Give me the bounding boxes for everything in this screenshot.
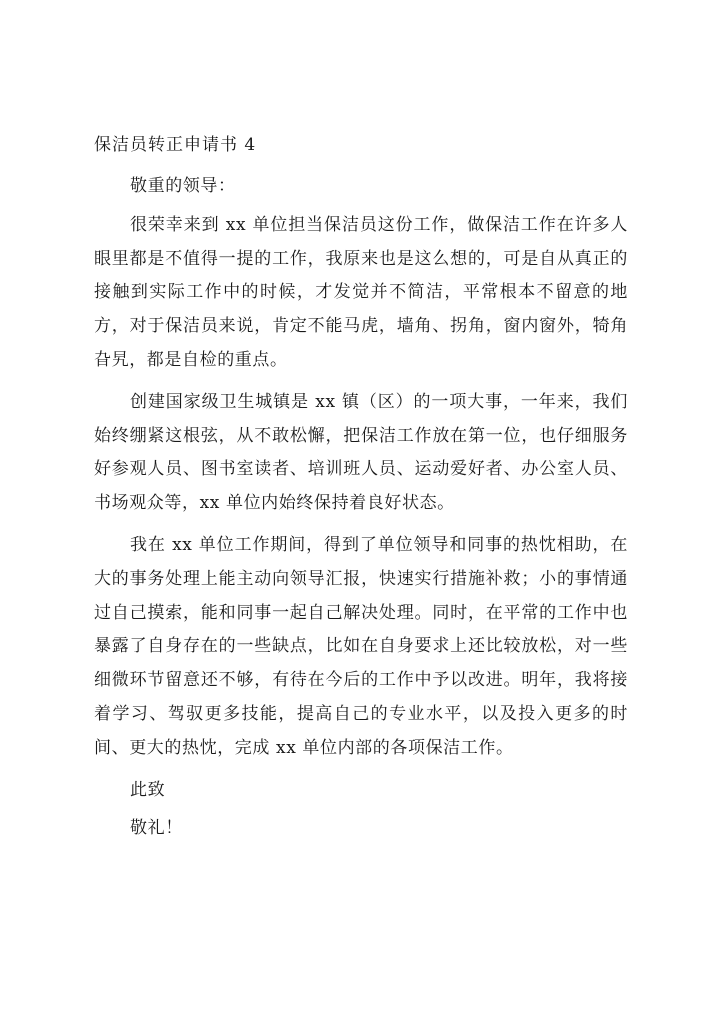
paragraph-1: 很荣幸来到 xx 单位担当保洁员这份工作，做保洁工作在许多人眼里都是不值得一提的工作，我原来也是这么想的，可是自从真正的接触到实际工作中的时候，才发觉并不简洁，平常根本不留意的地方，对于保洁员来说，肯定不能马虎，墙角、拐角，窗内窗外，犄角旮旯，都是自检的重点。: [94, 214, 628, 370]
closing-salute: 敬礼！: [130, 818, 183, 839]
document-body: [94, 170, 628, 851]
document-title: 保洁员转正申请书 4: [94, 135, 257, 155]
paragraph-3: 我在 xx 单位工作期间，得到了单位领导和同事的热忱相助，在大的事务处理上能主动向领导汇报，快速实行措施补救；小的事情通过自己摸索，能和同事一起自己解决处理。同时，在平常的工作中也暴露了自身存在的一些缺点，比如在自身要求上还比较放松，对一些细微环节留意还不够，有待在今后的工作中予以改进。明年，我将接着学习、驾驭更多技能，提高自己的专业水平，以及投入更多的时间、更大的热忱，完成 xx 单位内部的各项保洁工作。: [94, 534, 628, 758]
salutation: 敬重的领导：: [130, 176, 236, 196]
closing-line: 此致: [130, 779, 166, 800]
paragraph-2: 创建国家级卫生城镇是 xx 镇（区）的一项大事，一年来，我们始终绷紧这根弦，从不敢松懈，把保洁工作放在第一位，也仔细服务好参观人员、图书室读者、培训班人员、运动爱好者、办公室人员、书场观众等，xx 单位内始终保持着良好状态。: [94, 391, 628, 514]
